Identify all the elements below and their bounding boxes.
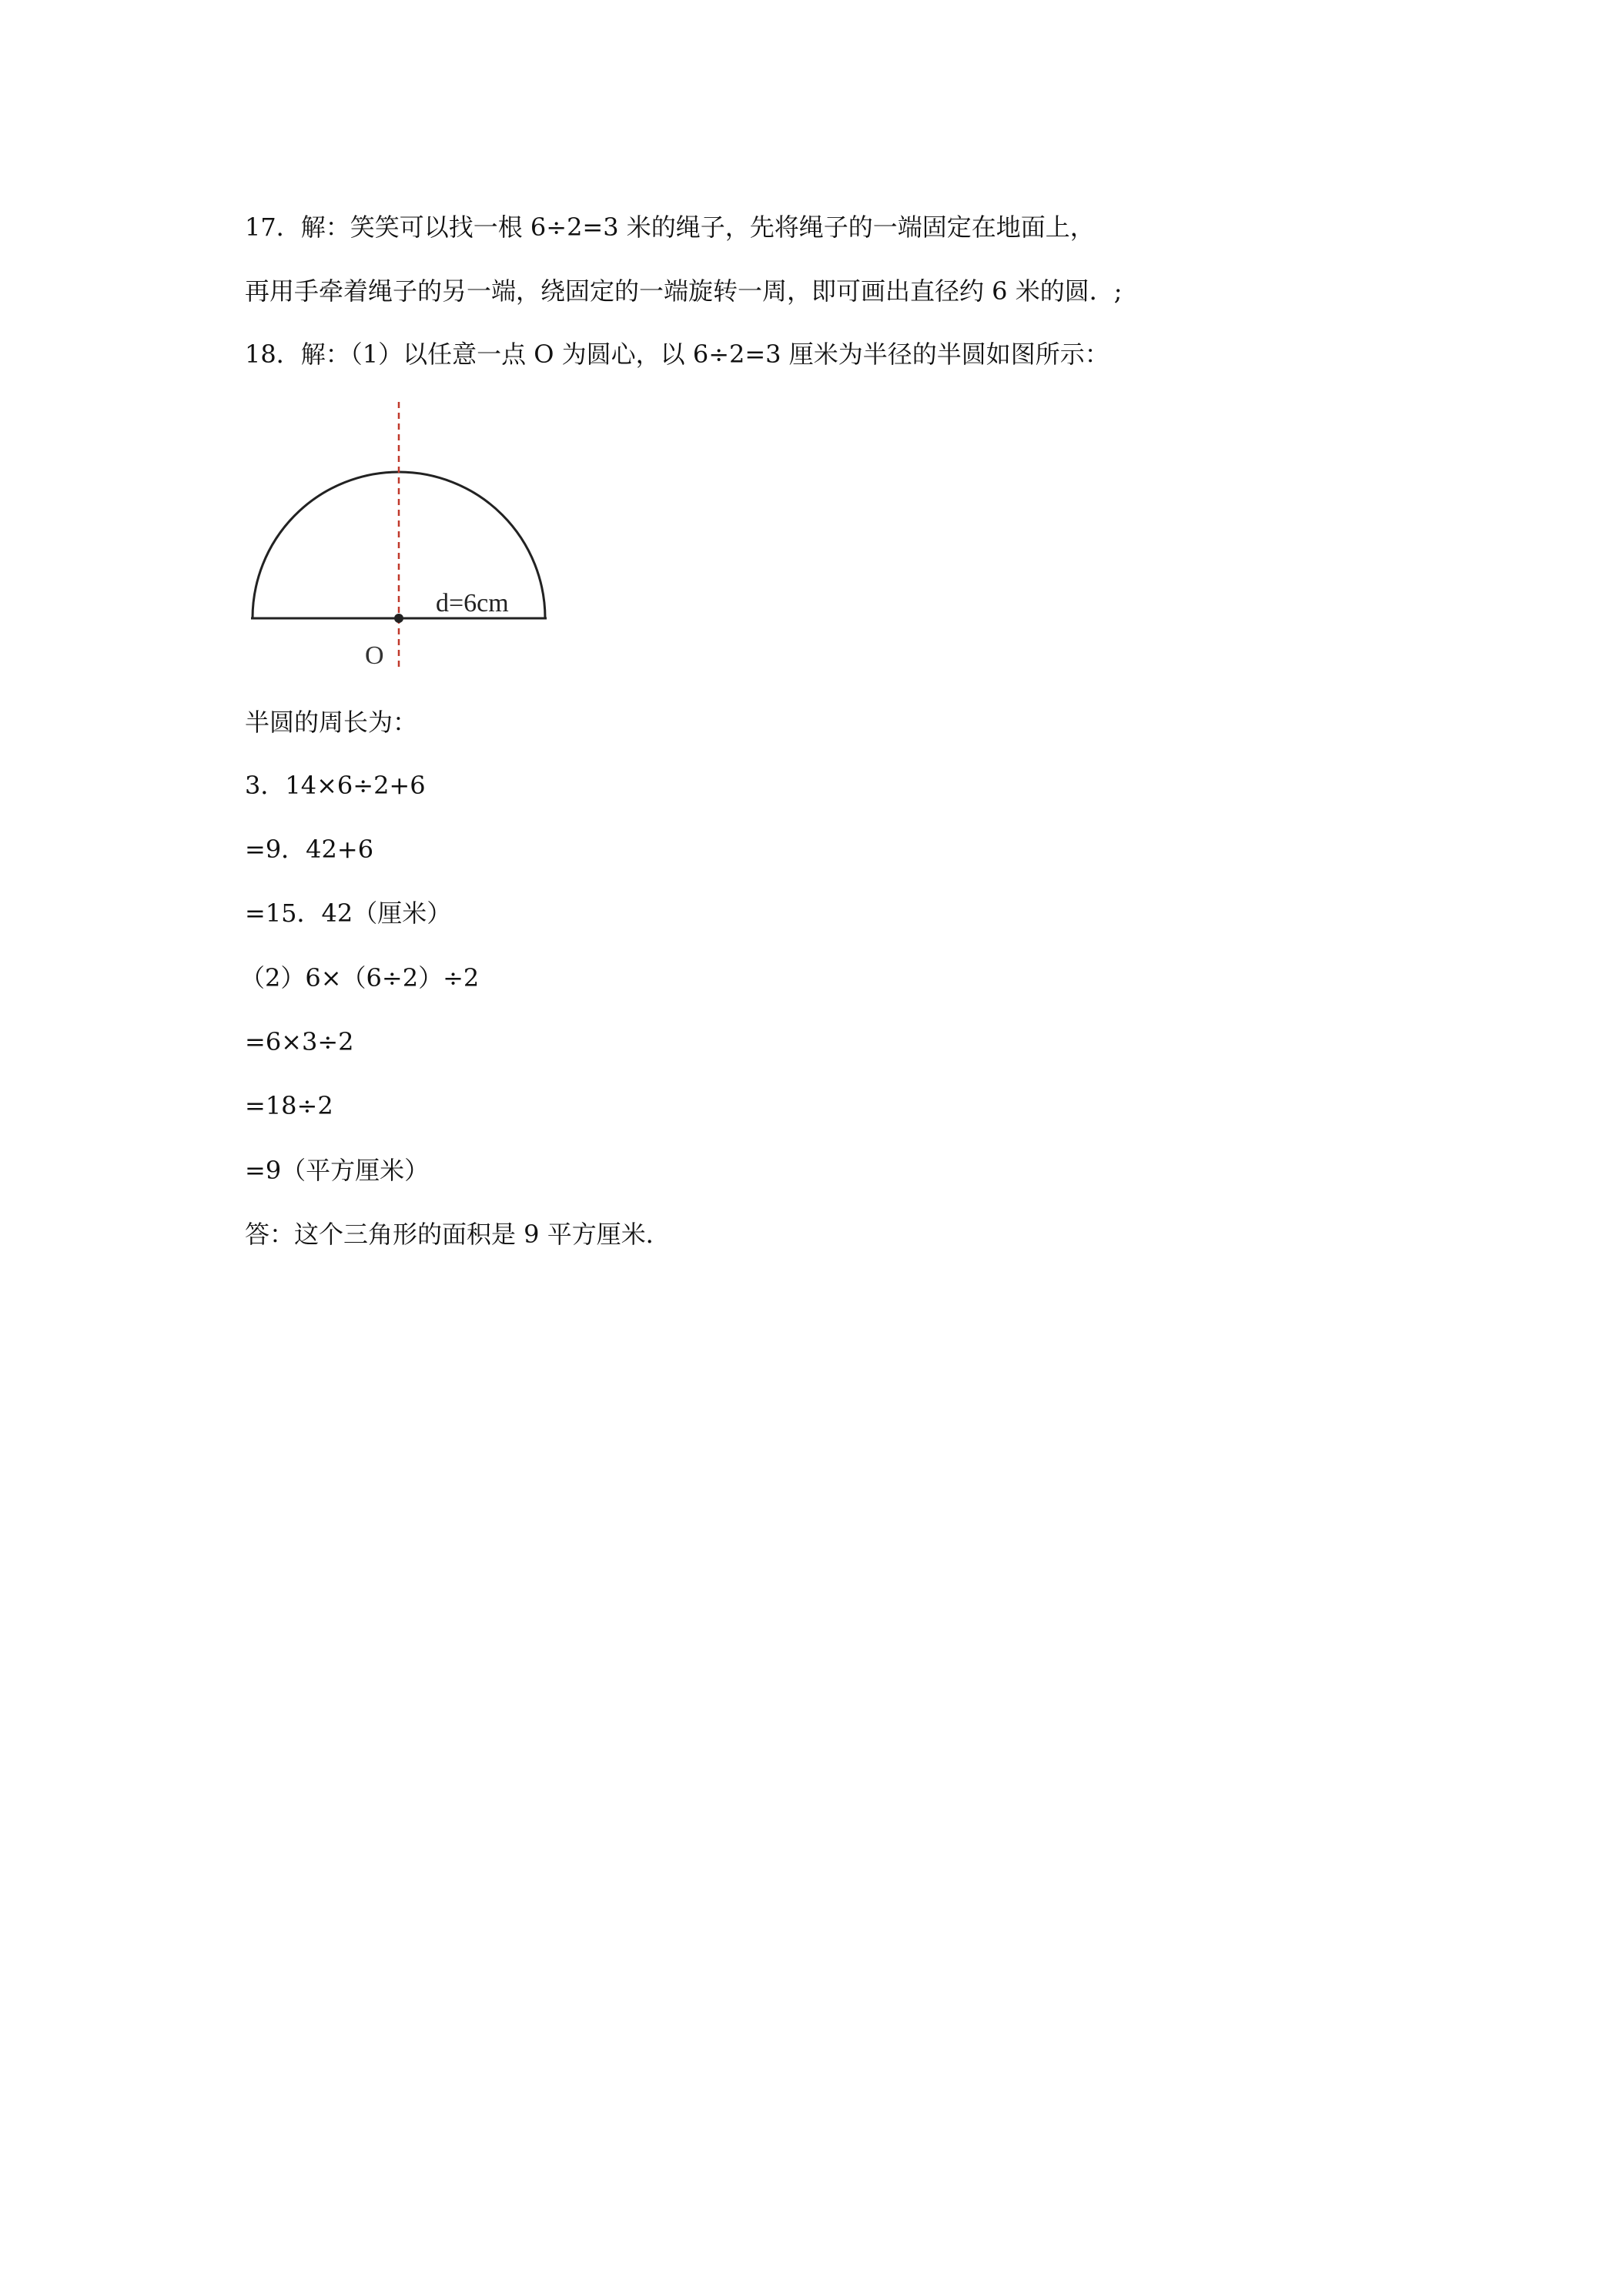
solution-17-line-2: 再用手牵着绳子的另一端，绕固定的一端旋转一周，即可画出直径约 6 米的圆．; bbox=[245, 276, 1123, 306]
area-step-1: （2）6×（6÷2）÷2 bbox=[240, 963, 480, 992]
solution-18-line-1: 18．解：（1）以任意一点 O 为圆心，以 6÷2=3 厘米为半径的半圆如图所示： bbox=[245, 340, 1109, 369]
diameter-label: d=6cm bbox=[436, 589, 509, 618]
semicircle-figure bbox=[245, 385, 568, 670]
area-step-3: =18÷2 bbox=[245, 1091, 333, 1120]
center-point bbox=[394, 614, 403, 623]
center-label: O bbox=[365, 641, 384, 670]
solution-17-line-1: 17．解：笑笑可以找一根 6÷2=3 米的绳子，先将绳子的一端固定在地面上， bbox=[245, 213, 1095, 242]
perimeter-step-1: 3．14×6÷2+6 bbox=[245, 771, 426, 800]
answer-line: 答：这个三角形的面积是 9 平方厘米． bbox=[245, 1220, 671, 1249]
area-step-2: =6×3÷2 bbox=[245, 1027, 354, 1056]
semicircle-perimeter-heading: 半圆的周长为： bbox=[245, 708, 418, 737]
perimeter-step-2: =9．42+6 bbox=[245, 835, 374, 864]
perimeter-step-3: =15．42（厘米） bbox=[245, 899, 452, 928]
area-step-4: =9（平方厘米） bbox=[245, 1156, 430, 1185]
